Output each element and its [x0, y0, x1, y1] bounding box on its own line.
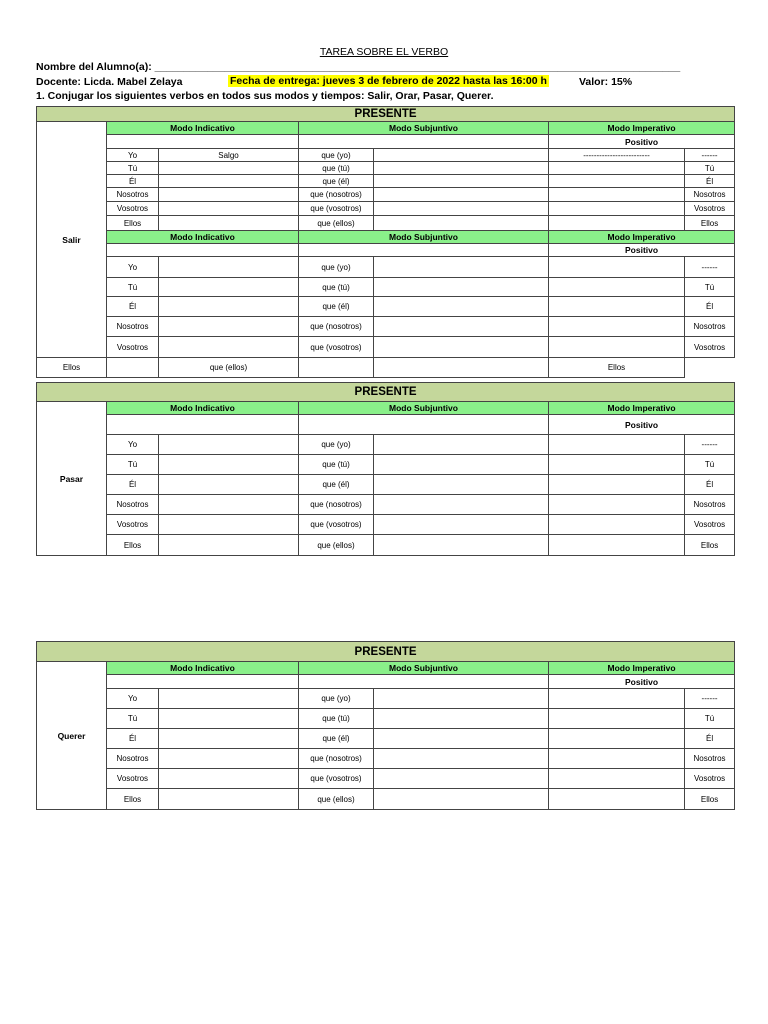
mode-indicativo-header: Modo Indicativo — [107, 122, 299, 135]
imperative-answer-cell[interactable] — [549, 475, 685, 495]
subjunctive-pronoun-cell: que (tú) — [299, 278, 374, 297]
imperative-answer-cell[interactable] — [549, 202, 685, 216]
imperative-pronoun-cell: Nosotros — [685, 317, 735, 337]
subjunctive-answer-cell[interactable] — [374, 257, 549, 278]
imperative-answer-cell[interactable] — [549, 257, 685, 278]
subjunctive-answer-cell[interactable] — [374, 162, 549, 175]
imperative-pronoun-cell: Él — [685, 475, 735, 495]
teacher-name: Docente: Licda. Mabel Zelaya — [36, 76, 183, 88]
subjunctive-pronoun-cell: que (él) — [299, 297, 374, 317]
pronoun-cell: Ellos — [37, 358, 107, 378]
mode-imperativo-header: Modo Imperativo — [549, 402, 735, 415]
subjunctive-pronoun-cell: que (vosotros) — [299, 337, 374, 358]
imperative-pronoun-cell: Él — [685, 175, 735, 188]
subjunctive-answer-cell[interactable] — [374, 709, 549, 729]
indicative-answer-cell[interactable] — [159, 689, 299, 709]
subjunctive-pronoun-cell: que (vosotros) — [299, 202, 374, 216]
subjunctive-pronoun-cell: que (vosotros) — [299, 769, 374, 789]
verb-table-3 — [36, 641, 735, 810]
mode-indicativo-header: Modo Indicativo — [107, 662, 299, 675]
imperative-answer-cell[interactable] — [549, 435, 685, 455]
mode-imperativo-header: Modo Imperativo — [549, 662, 735, 675]
subjunctive-answer-cell[interactable] — [374, 455, 549, 475]
pronoun-cell: Nosotros — [107, 495, 159, 515]
imperative-answer-cell[interactable] — [549, 535, 685, 556]
imperative-pronoun-cell: ------ — [685, 149, 735, 162]
mode-subjuntivo-header: Modo Subjuntivo — [299, 122, 549, 135]
mode-imperativo-header: Modo Imperativo — [549, 231, 735, 244]
pronoun-cell: Vosotros — [107, 769, 159, 789]
indicative-answer-cell[interactable] — [159, 317, 299, 337]
subjunctive-pronoun-cell: que (nosotros) — [299, 495, 374, 515]
indicative-answer-cell[interactable] — [159, 749, 299, 769]
subjunctive-pronoun-cell: que (ellos) — [299, 216, 374, 231]
indicative-answer-cell[interactable] — [159, 297, 299, 317]
imperative-answer-cell[interactable] — [549, 789, 685, 810]
imperative-pronoun-cell: Ellos — [685, 535, 735, 556]
indicative-answer-cell[interactable] — [159, 216, 299, 231]
subjunctive-pronoun-cell: que (ellos) — [299, 789, 374, 810]
imperative-answer-cell[interactable] — [549, 162, 685, 175]
imperative-answer-cell[interactable] — [549, 455, 685, 475]
imperative-pronoun-cell: Tú — [685, 278, 735, 297]
pronoun-cell: Ellos — [107, 216, 159, 231]
subjunctive-pronoun-cell: que (tú) — [299, 709, 374, 729]
subjunctive-answer-cell[interactable] — [374, 149, 549, 162]
pronoun-cell: Tú — [107, 709, 159, 729]
subjunctive-pronoun-cell: que (él) — [299, 475, 374, 495]
imperative-answer-cell[interactable] — [549, 188, 685, 202]
positivo-label: Positivo — [549, 675, 735, 689]
band-presente: PRESENTE — [37, 642, 735, 662]
indicative-answer-cell[interactable] — [159, 709, 299, 729]
subjunctive-pronoun-cell: que (nosotros) — [299, 188, 374, 202]
imperative-pronoun-cell: Vosotros — [685, 515, 735, 535]
pronoun-cell: Él — [107, 175, 159, 188]
verb-label: Querer — [37, 662, 107, 810]
pronoun-cell: Yo — [107, 689, 159, 709]
indicative-answer-cell[interactable] — [159, 769, 299, 789]
instruction-text: 1. Conjugar los siguientes verbos en todos sus modos y tiempos: Salir, Orar, Pasar, Querer. — [36, 90, 494, 102]
indicative-answer-cell[interactable] — [159, 435, 299, 455]
subjunctive-answer-cell[interactable] — [374, 297, 549, 317]
imperative-pronoun-cell: Vosotros — [685, 769, 735, 789]
indicative-answer-cell[interactable] — [159, 495, 299, 515]
imperative-answer-cell[interactable] — [549, 317, 685, 337]
subjunctive-pronoun-cell: que (yo) — [299, 149, 374, 162]
mode-subjuntivo-header: Modo Subjuntivo — [299, 402, 549, 415]
indicative-answer-cell[interactable] — [159, 515, 299, 535]
page-title: TAREA SOBRE EL VERBO — [319, 46, 449, 58]
mode-imperativo-header: Modo Imperativo — [549, 122, 735, 135]
subjunctive-answer-cell[interactable] — [374, 769, 549, 789]
subjunctive-pronoun-cell: que (yo) — [299, 257, 374, 278]
blank-cell — [299, 415, 549, 435]
imperative-pronoun-cell: Nosotros — [685, 188, 735, 202]
indicative-answer-cell[interactable] — [159, 278, 299, 297]
subjunctive-answer-cell[interactable] — [374, 278, 549, 297]
subjunctive-pronoun-cell: que (nosotros) — [299, 749, 374, 769]
indicative-answer-cell[interactable] — [159, 257, 299, 278]
indicative-answer-cell[interactable] — [159, 202, 299, 216]
blank-cell — [299, 675, 549, 689]
pronoun-cell: Tú — [107, 162, 159, 175]
imperative-pronoun-cell: Él — [685, 729, 735, 749]
mode-subjuntivo-header: Modo Subjuntivo — [299, 662, 549, 675]
subjunctive-answer-cell[interactable] — [374, 749, 549, 769]
pronoun-cell: Yo — [107, 149, 159, 162]
due-date-highlight: Fecha de entrega: jueves 3 de febrero de 2022 hasta las 16:00 h — [230, 75, 547, 87]
indicative-answer-cell[interactable] — [159, 162, 299, 175]
imperative-answer-cell[interactable] — [549, 495, 685, 515]
pronoun-cell: Tú — [107, 278, 159, 297]
subjunctive-pronoun-cell: que (ellos) — [299, 535, 374, 556]
subjunctive-answer-cell[interactable] — [374, 475, 549, 495]
imperative-answer-cell[interactable] — [549, 769, 685, 789]
mode-indicativo-header: Modo Indicativo — [107, 231, 299, 244]
indicative-answer-cell[interactable] — [159, 337, 299, 358]
indicative-answer-cell[interactable] — [107, 358, 159, 378]
pronoun-cell: Yo — [107, 435, 159, 455]
blank-cell — [299, 135, 549, 149]
blank-cell — [107, 415, 299, 435]
blank-cell — [299, 244, 549, 257]
imperative-answer-cell[interactable] — [549, 749, 685, 769]
imperative-answer-cell[interactable] — [549, 515, 685, 535]
subjunctive-answer-cell[interactable] — [374, 337, 549, 358]
imperative-answer-cell[interactable] — [374, 358, 549, 378]
indicative-answer-cell[interactable] — [159, 455, 299, 475]
imperative-pronoun-cell: Nosotros — [685, 749, 735, 769]
imperative-pronoun-cell: Tú — [685, 455, 735, 475]
subjunctive-answer-cell[interactable] — [299, 358, 374, 378]
positivo-label: Positivo — [549, 415, 735, 435]
blank-cell — [107, 675, 299, 689]
subjunctive-answer-cell[interactable] — [374, 216, 549, 231]
imperative-pronoun-cell: ------ — [685, 689, 735, 709]
indicative-answer-cell[interactable] — [159, 175, 299, 188]
pronoun-cell: Yo — [107, 257, 159, 278]
verb-table-2 — [36, 382, 735, 556]
imperative-pronoun-cell: Tú — [685, 709, 735, 729]
pronoun-cell: Tú — [107, 455, 159, 475]
subjunctive-answer-cell[interactable] — [374, 689, 549, 709]
subjunctive-pronoun-cell: que (tú) — [299, 455, 374, 475]
subjunctive-pronoun-cell: que (yo) — [299, 689, 374, 709]
indicative-answer-cell[interactable] — [159, 535, 299, 556]
imperative-pronoun-cell: Ellos — [549, 358, 685, 378]
imperative-answer-cell[interactable]: ------------------------- — [549, 149, 685, 162]
positivo-label: Positivo — [549, 135, 735, 149]
imperative-pronoun-cell: Él — [685, 297, 735, 317]
mode-subjuntivo-header: Modo Subjuntivo — [299, 231, 549, 244]
imperative-pronoun-cell: Nosotros — [685, 495, 735, 515]
imperative-answer-cell[interactable] — [549, 175, 685, 188]
band-presente: PRESENTE — [37, 107, 735, 122]
pronoun-cell: Él — [107, 729, 159, 749]
pronoun-cell: Vosotros — [107, 202, 159, 216]
pronoun-cell: Nosotros — [107, 317, 159, 337]
subjunctive-answer-cell[interactable] — [374, 535, 549, 556]
subjunctive-answer-cell[interactable] — [374, 789, 549, 810]
imperative-answer-cell[interactable] — [549, 337, 685, 358]
pronoun-cell: Vosotros — [107, 515, 159, 535]
subjunctive-answer-cell[interactable] — [374, 495, 549, 515]
imperative-answer-cell[interactable] — [549, 689, 685, 709]
indicative-answer-cell[interactable]: Salgo — [159, 149, 299, 162]
subjunctive-pronoun-cell: que (ellos) — [159, 358, 299, 378]
subjunctive-answer-cell[interactable] — [374, 188, 549, 202]
imperative-pronoun-cell: ------ — [685, 435, 735, 455]
mode-indicativo-header: Modo Indicativo — [107, 402, 299, 415]
imperative-answer-cell[interactable] — [549, 729, 685, 749]
indicative-answer-cell[interactable] — [159, 188, 299, 202]
imperative-answer-cell[interactable] — [549, 216, 685, 231]
subjunctive-pronoun-cell: que (él) — [299, 729, 374, 749]
subjunctive-answer-cell[interactable] — [374, 317, 549, 337]
assignment-value: Valor: 15% — [579, 76, 633, 88]
subjunctive-answer-cell[interactable] — [374, 175, 549, 188]
subjunctive-pronoun-cell: que (nosotros) — [299, 317, 374, 337]
subjunctive-answer-cell[interactable] — [374, 729, 549, 749]
blank-cell — [107, 135, 299, 149]
band-presente: PRESENTE — [37, 383, 735, 402]
pronoun-cell: Ellos — [107, 535, 159, 556]
verb-table-1 — [36, 106, 735, 378]
verb-label: Pasar — [37, 402, 107, 556]
subjunctive-pronoun-cell: que (yo) — [299, 435, 374, 455]
subjunctive-pronoun-cell: que (vosotros) — [299, 515, 374, 535]
imperative-pronoun-cell: Vosotros — [685, 337, 735, 358]
imperative-answer-cell[interactable] — [549, 297, 685, 317]
indicative-answer-cell[interactable] — [159, 789, 299, 810]
subjunctive-pronoun-cell: que (tú) — [299, 162, 374, 175]
imperative-pronoun-cell: ------ — [685, 257, 735, 278]
indicative-answer-cell[interactable] — [159, 475, 299, 495]
positivo-label: Positivo — [549, 244, 735, 257]
imperative-answer-cell[interactable] — [549, 278, 685, 297]
imperative-pronoun-cell: Tú — [685, 162, 735, 175]
pronoun-cell: Nosotros — [107, 188, 159, 202]
imperative-pronoun-cell: Ellos — [685, 789, 735, 810]
indicative-answer-cell[interactable] — [159, 729, 299, 749]
imperative-pronoun-cell: Vosotros — [685, 202, 735, 216]
pronoun-cell: Nosotros — [107, 749, 159, 769]
pronoun-cell: Ellos — [107, 789, 159, 810]
subjunctive-answer-cell[interactable] — [374, 515, 549, 535]
subjunctive-answer-cell[interactable] — [374, 202, 549, 216]
pronoun-cell: Él — [107, 297, 159, 317]
subjunctive-answer-cell[interactable] — [374, 435, 549, 455]
verb-label: Salir — [37, 122, 107, 358]
pronoun-cell: Vosotros — [107, 337, 159, 358]
blank-cell — [107, 244, 299, 257]
subjunctive-pronoun-cell: que (él) — [299, 175, 374, 188]
pronoun-cell: Él — [107, 475, 159, 495]
student-name-line: Nombre del Alumno(a): __________________________________________________________________________________________ — [36, 61, 681, 73]
imperative-pronoun-cell: Ellos — [685, 216, 735, 231]
imperative-answer-cell[interactable] — [549, 709, 685, 729]
